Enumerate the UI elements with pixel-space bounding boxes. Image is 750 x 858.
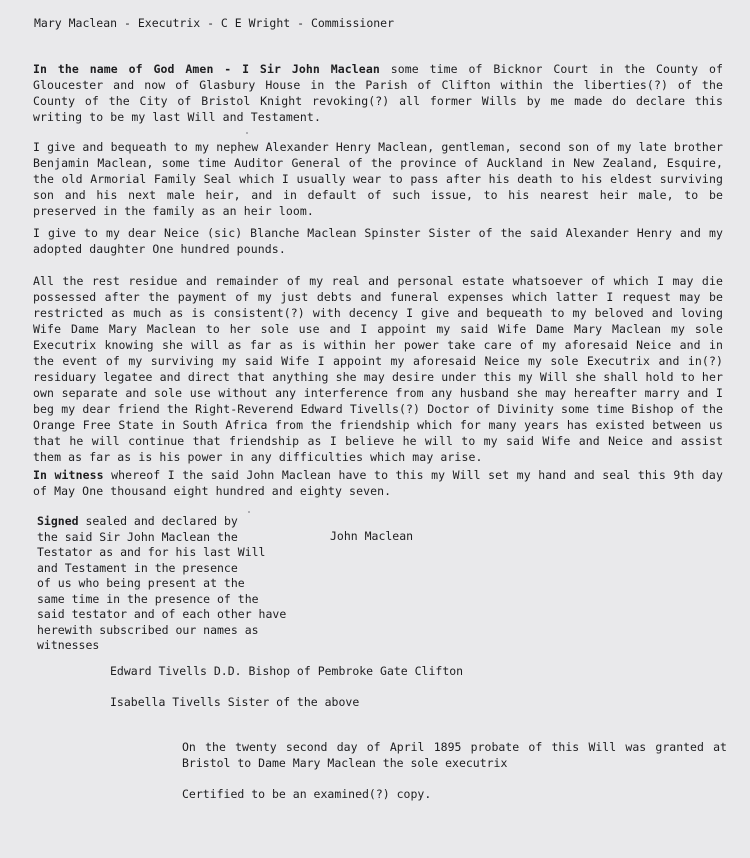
document-header: Mary Maclean - Executrix - C E Wright - Commissioner bbox=[34, 16, 395, 30]
probate-note: On the twenty second day of April 1895 probate of this Will was granted at Bristol to Dame Mary Maclean the sole executrix bbox=[182, 740, 727, 770]
signed-line: same time in the presence of the bbox=[37, 591, 259, 606]
bequest-paragraph-2: I give to my dear Neice (sic) Blanche Maclean Spinster Sister of the said Alexander Henry and my adopted daughter One hundred pounds. bbox=[33, 226, 723, 256]
signed-line: herewith subscribed our names as bbox=[37, 622, 259, 637]
signed-line: Testator as and for his last Will bbox=[37, 545, 266, 559]
bequest-paragraph-1: I give and bequeath to my nephew Alexander Henry Maclean, gentleman, second son of my late brother Benjamin Maclean, some time Auditor General of the province of Auckland in New Zealand, Esquire, the old Armorial Family Seal which I usually wear to pass after his death to his eldest surviving son and his next male heir, and in default of such issue, to his nearest heir male, to be preserved in the family as an heir loom. bbox=[33, 140, 723, 218]
witness-lead: In witness bbox=[33, 468, 104, 482]
signed-line-text: sealed and declared by bbox=[78, 514, 238, 528]
intro-lead: In the name of God Amen - I Sir John Maclean bbox=[33, 62, 380, 76]
testator-signature: John Maclean bbox=[330, 529, 414, 543]
witness-entry: Edward Tivells D.D. Bishop of Pembroke Gate Clifton bbox=[110, 664, 464, 678]
signed-line: said testator and of each other have bbox=[37, 607, 287, 621]
witness-text: whereof I the said John Maclean have to this my Will set my hand and seal this 9th day of May One thousand eight hundred and eighty seven. bbox=[33, 468, 723, 498]
signed-block bbox=[37, 514, 307, 654]
intro-paragraph bbox=[33, 61, 723, 125]
residue-paragraph: All the rest residue and remainder of my real and personal estate whatsoever of which I may die possessed after the payment of my just debts and funeral expenses which latter I request may be restricted as much as is consistent(?) with decency I give and bequeath to my beloved and loving Wife Dame Mary Maclean to her sole use and I appoint my said Wife Dame Mary Maclean my sole Executrix knowing she will as far as is within her power take care of my aforesaid Neice and in the event of my surviving my said Wife I appoint my aforesaid Neice my sole Executrix and in(?) residuary legatee and direct that anything she may desire under this my Will she shall hold to her own separate and sole use without any interference from any husband she may hereafter marry and I beg my dear friend the Right-Reverend Edward Tivells(?) Doctor of Divinity some time Bishop of the Orange Free State in South Africa from the friendship which for many years has existed between us that he will continue that friendship as I believe he will to my said Wife and Neice and assist them as far as is his power in any difficulties which may arise. bbox=[33, 274, 723, 464]
signed-line: and Testament in the presence bbox=[37, 560, 238, 575]
signed-line: of us who being present at the bbox=[37, 576, 245, 590]
scan-speck bbox=[246, 132, 248, 134]
witness-entry: Isabella Tivells Sister of the above bbox=[110, 695, 360, 709]
witness-paragraph bbox=[33, 467, 723, 499]
signed-line: the said Sir John Maclean the bbox=[37, 529, 238, 544]
scan-speck bbox=[248, 511, 250, 513]
intro-text: some time of Bicknor Court in the County of Gloucester and now of Glasbury House in the Parish of Clifton within the liberties(?) of the County of the City of Bristol Knight revoking(?) all former Wills by me made do declare this writing to be my last Will and Testament. bbox=[33, 62, 723, 124]
signed-lead: Signed bbox=[37, 514, 79, 528]
certification-note: Certified to be an examined(?) copy. bbox=[182, 787, 432, 801]
signed-line bbox=[37, 514, 307, 530]
signed-line: witnesses bbox=[37, 638, 100, 652]
